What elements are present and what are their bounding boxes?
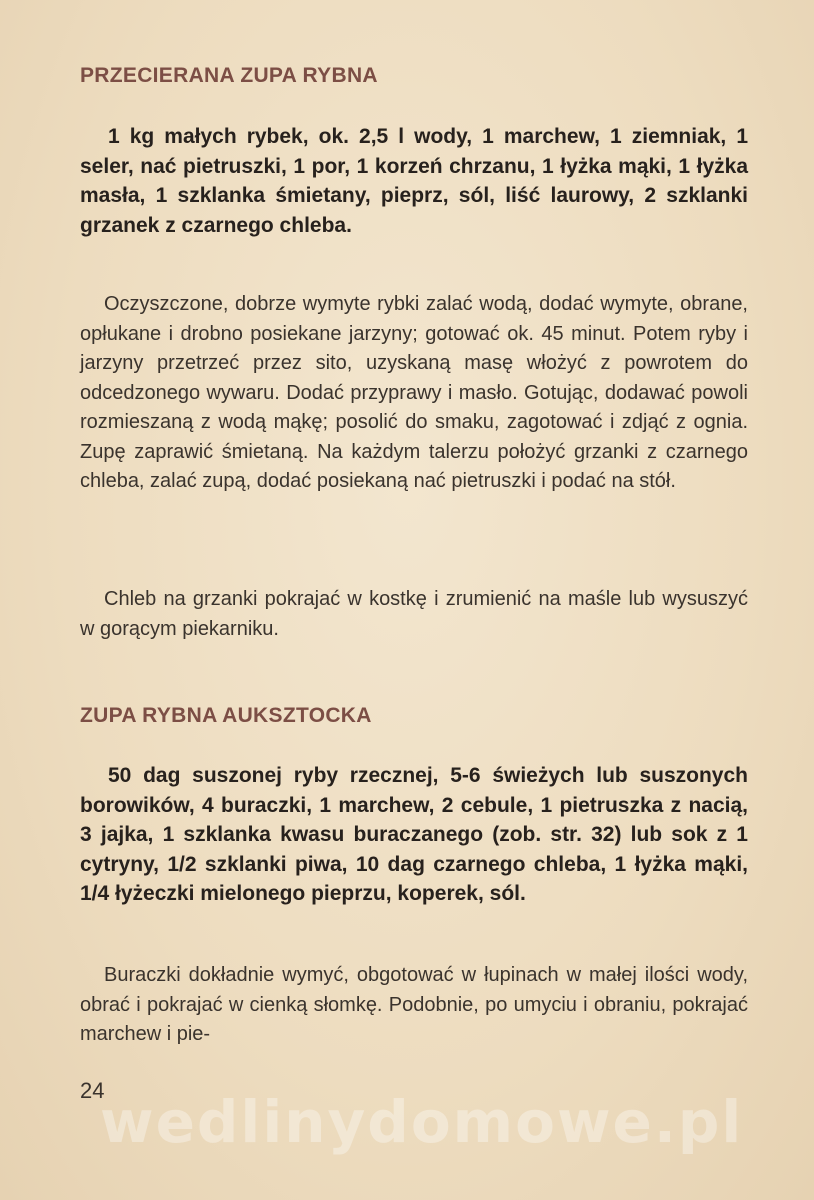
recipe1-ingredients: 1 kg małych rybek, ok. 2,5 l wody, 1 marchew, 1 ziemniak, 1 seler, nać pietruszki, 1 por, 1 korzeń chrzanu, 1 łyżka mąki, 1 łyżka masła, 1 szklanka śmietany, pieprz, sól, liść laurowy, 2 szklanki grzanek z czarnego chleba. [80, 125, 748, 237]
watermark: wedlinydomowe.pl [100, 1088, 744, 1156]
recipe1-title: PRZECIERANA ZUPA RYBNA [80, 64, 378, 87]
recipe1-method-paragraph-2: Chleb na grzanki pokrajać w kostkę i zrumienić na maśle lub wysuszyć w gorącym piekarniku. [80, 588, 748, 640]
recipe2-ingredients: 50 dag suszonej ryby rzecznej, 5-6 świeżych lub suszonych borowików, 4 buraczki, 1 marchew, 2 cebule, 1 pietruszka z nacią, 3 jajka, 1 szklanka kwasu buraczanego (zob. str. 32) lub sok z 1 cytryny, 1/2 szklanki piwa, 10 dag czarnego chleba, 1 łyżka mąki, 1/4 łyżeczki mielonego pieprzu, koperek, sól. [80, 764, 748, 905]
recipe2-method-paragraph-1: Buraczki dokładnie wymyć, obgotować w łupinach w małej ilości wody, obrać i pokrajać w cienką słomkę. Podobnie, po umyciu i obraniu, pokrajać marchew i pie- [80, 964, 748, 1045]
page-number: 24 [80, 1078, 105, 1103]
recipe2-title: ZUPA RYBNA AUKSZTOCKA [80, 704, 372, 727]
recipe1-method-paragraph-1: Oczyszczone, dobrze wymyte rybki zalać wodą, dodać wymyte, obrane, opłukane i drobno posiekane jarzyny; gotować ok. 45 minut. Potem ryby i jarzyny przetrzeć przez sito, uzyskaną masę włożyć z powrotem do odcedzonego wywaru. Dodać przyprawy i masło. Gotując, dodawać powoli rozmieszaną z wodą mąkę; posolić do smaku, zagotować i zdjąć z ognia. Zupę zaprawić śmietaną. Na każdym talerzu położyć grzanki z czarnego chleba, zalać zupą, dodać posiekaną nać pietruszki i podać na stół. [80, 293, 748, 492]
